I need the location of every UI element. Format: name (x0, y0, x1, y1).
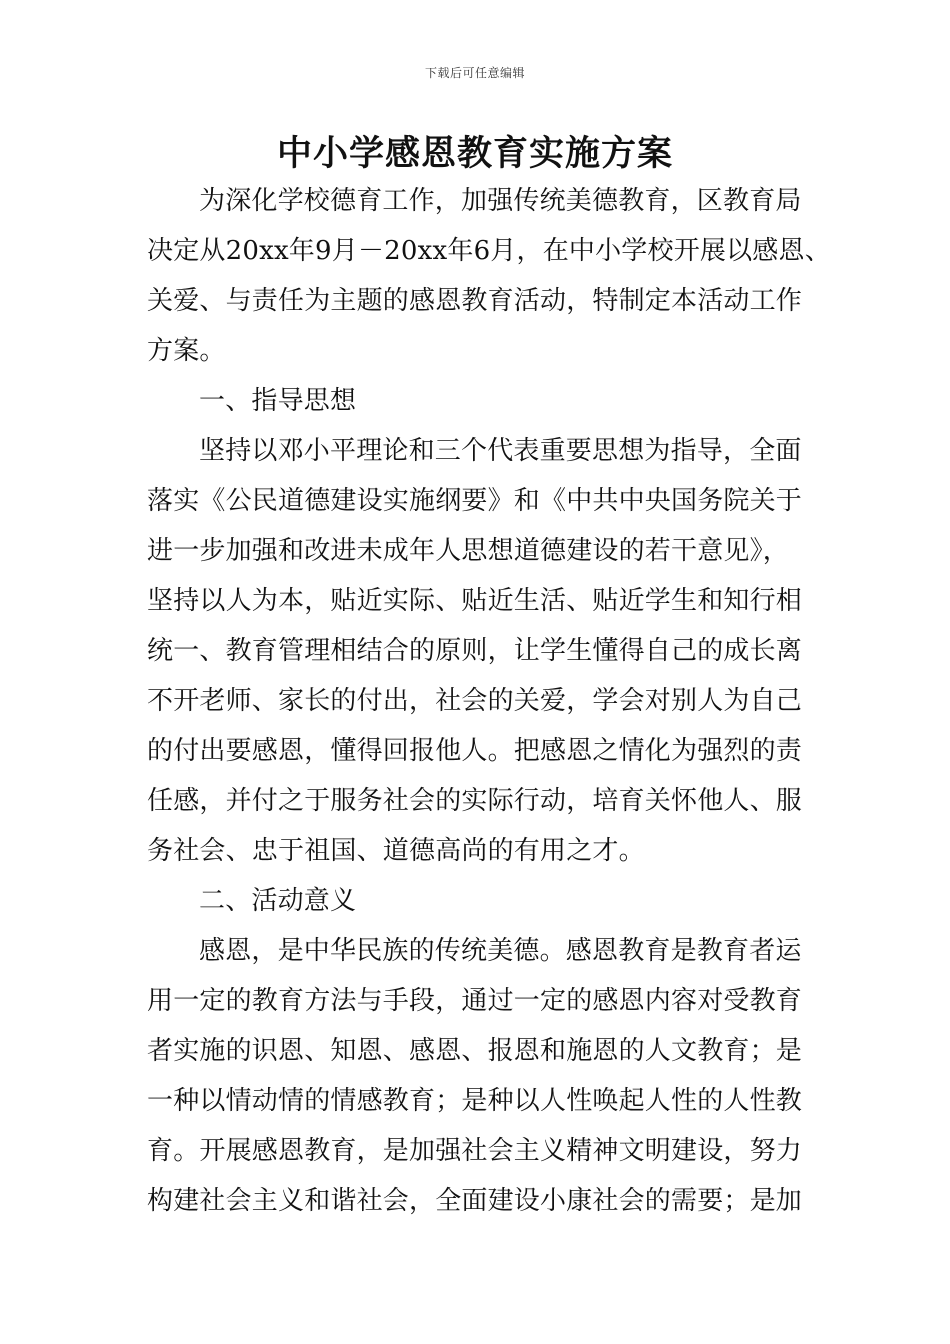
header-note: 下载后可任意编辑 (424, 66, 525, 80)
paragraph-line: 坚持以邓小平理论和三个代表重要思想为指导，全面 (199, 436, 802, 466)
paragraph-line: 一种以情动情的情感教育；是种以人性唤起人性的人性教 (147, 1086, 803, 1116)
paragraph-line: 坚持以人为本，贴近实际、贴近生活、贴近学生和知行相 (147, 586, 803, 616)
paragraph-line: 方案。 (147, 336, 226, 366)
paragraph-line: 落实《公民道德建设实施纲要》和《中共中央国务院关于 (147, 486, 803, 516)
document-body (147, 176, 831, 1226)
section-heading: 一、指导思想 (199, 386, 357, 416)
paragraph-line: 不开老师、家长的付出，社会的关爱，学会对别人为自己 (147, 686, 803, 716)
document-title: 中小学感恩教育实施方案 (276, 133, 673, 174)
paragraph-line: 为深化学校德育工作，加强传统美德教育，区教育局 (199, 186, 802, 216)
paragraph-line: 用一定的教育方法与手段，通过一定的感恩内容对受教育 (147, 986, 803, 1016)
section-heading: 二、活动意义 (199, 886, 357, 916)
paragraph-line: 感恩，是中华民族的传统美德。感恩教育是教育者运 (199, 936, 802, 966)
paragraph-line: 的付出要感恩，懂得回报他人。把感恩之情化为强烈的责 (147, 736, 803, 766)
paragraph-line: 者实施的识恩、知恩、感恩、报恩和施恩的人文教育；是 (147, 1036, 803, 1066)
paragraph-line: 决定从20xx年9月－20xx年6月，在中小学校开展以感恩、 (147, 236, 831, 266)
paragraph-line: 进一步加强和改进未成年人思想道德建设的若干意见》， (147, 536, 790, 566)
paragraph-line: 统一、教育管理相结合的原则，让学生懂得自己的成长离 (147, 636, 803, 666)
paragraph-line: 关爱、与责任为主题的感恩教育活动，特制定本活动工作 (147, 286, 803, 316)
paragraph-line: 育。开展感恩教育，是加强社会主义精神文明建设，努力 (147, 1136, 803, 1166)
paragraph-line: 务社会、忠于祖国、道德高尚的有用之才。 (147, 836, 645, 866)
paragraph-line: 构建社会主义和谐社会，全面建设小康社会的需要；是加 (147, 1186, 803, 1216)
paragraph-line: 任感，并付之于服务社会的实际行动，培育关怀他人、服 (147, 786, 803, 816)
